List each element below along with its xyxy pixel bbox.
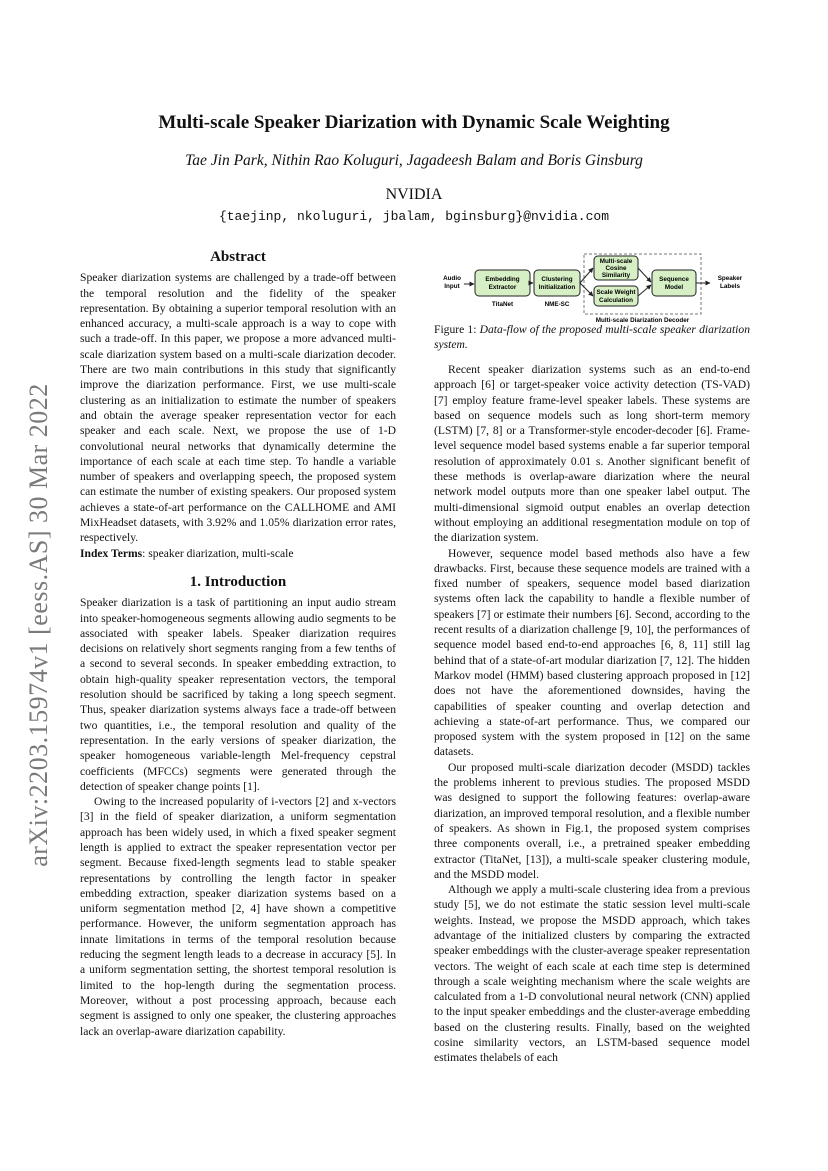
paper-title: Multi-scale Speaker Diarization with Dynamic Scale Weighting bbox=[158, 112, 670, 133]
nme-sc-label: NME-SC bbox=[544, 301, 570, 308]
affiliation: NVIDIA bbox=[385, 186, 443, 203]
sequence-model-box bbox=[652, 270, 696, 296]
figure-1-diagram bbox=[434, 252, 750, 324]
clustering-init-box bbox=[534, 270, 580, 296]
index-terms bbox=[80, 546, 396, 561]
embedding-extractor-box bbox=[475, 270, 530, 296]
figure-caption bbox=[434, 322, 750, 353]
caption-label: Figure 1: bbox=[434, 323, 477, 336]
index-terms-label: Index Terms bbox=[80, 546, 143, 560]
arxiv-stamp: arXiv:2203.15974v1 [eess.AS] 30 Mar 2022 bbox=[24, 383, 53, 867]
body-paragraph: Our proposed multi-scale diarization decoder (MSDD) tackles the problems inherent to previous studies. The proposed MSDD was designed to support the following features: overlap-aware diarization, an improved temporal resolution, and a flexible number of speakers. As shown in Fig.1, the proposed system comprises three components overall, i.e., a pretrained speaker embedding extractor (TitaNet, [13]), a multi-scale speaker clustering module, and the MSDD model. bbox=[434, 760, 750, 881]
intro-paragraph: Speaker diarization is a task of partitioning an input audio stream into speaker-homogeneous segments allowing audio segments to be associated with speaker labels. Speaker diarization requires decisions on relatively short segments ranging from a few tenths of a second to several seconds. In speaker embedding extraction, to obtain high-quality speaker representation vectors, the temporal resolution should be sacrificed by taking a long speech segment. Thus, speaker diarization systems always face a trade-off between two quantities, i.e., the temporal resolution and quality of the representation. In the early versions of speaker diarization, the speaker homogeneous variable-length Mel-frequency cepstral coefficients (MFCCs) segments were generated through the detection of speaker change points [1]. bbox=[80, 596, 396, 793]
intro-paragraph: Owing to the increased popularity of i-vectors [2] and x-vectors [3] in the field of speaker diarization, a uniform segmentation approach has been widely used, in which a fixed speaker segment length is applied to extract the speaker representation vector per segment. Because fixed-length segments lead to stable speaker representations by controlling the length factor in speaker embedding extraction, speaker diarization systems based on a uniform segmentation method [2, 4] have shown a competitive performance. However, the uniform segmentation approach has innate limitations in terms of the temporal resolution because reducing the segment length leads to a decrease in accuracy [5]. In a uniform segmentation setting, the shortest temporal resolution is limited to the hop-length during the segmentation process. Moreover, without a post processing approach, because each segment is assigned to only one speaker, the clustering approaches lack an overlap-aware diarization capability. bbox=[80, 795, 396, 1038]
sequence-model-label: Sequence Model bbox=[659, 276, 689, 291]
author-emails: {taejinp, nkoluguri, jbalam, bginsburg}@nvidia.com bbox=[218, 209, 610, 224]
abstract-text: Speaker diarization systems are challenged by a trade-off between the temporal resolution and the fidelity of the speaker representation. By obtaining a superior temporal resolution with an enhanced accuracy, a multi-scale approach is a way to cope with such a trade-off. In this paper, we propose a more advanced multi-scale diarization system based on a multi-scale diarization decoder. There are two main contributions in this study that significantly improve the diarization performance. First, we use multi-scale clustering as an initialization to estimate the number of speakers and obtain the average speaker representation vector for each speaker and each scale. Next, we propose the use of 1-D convolutional neural networks that dynamically determine the importance of each scale at each time step. To handle a variable number of speakers and overlapping speech, the proposed system can estimate the number of existing speakers. Our proposed system achieves a state-of-art performance on the CALLHOME and AMI MixHeadset datasets, with 3.92% and 1.05% diarization error rates, respectively. bbox=[80, 271, 396, 545]
embedding-extractor-label: Embedding Extractor bbox=[485, 276, 520, 291]
scale-weight-label: Scale Weight Calculation bbox=[596, 289, 636, 304]
right-column bbox=[434, 362, 750, 1066]
body-paragraph: However, sequence model based methods also have a few drawbacks. First, because these sequence models are trained with a fixed number of speakers, sequence model based diarization systems often lack the capability to handle a flexible number of speakers [7] or estimate their numbers [6]. Second, according to the recent results of a diarization challenge [9, 10], the performances of sequence model based end-to-end approaches [6, 8, 11] still lag behind that of a state-of-art modular diarization [7, 12]. The hidden Markov model (HMM) based clustering approach proposed in [12] does not have the aforementioned downsides, having the capabilities of speaker counting and overlap detection and achieving a state-of-art performance. Thus, we compared our proposed system with the system proposed in [12] on the same datasets. bbox=[434, 546, 750, 759]
decoder-label: Multi-scale Diarization Decoder bbox=[595, 317, 690, 324]
author-list: Tae Jin Park, Nithin Rao Koluguri, Jagadeesh Balam and Boris Ginsburg bbox=[185, 152, 643, 169]
body-paragraph: Although we apply a multi-scale clustering idea from a previous study [5], we do not estimate the static session level multi-scale weights. Instead, we propose the MSDD approach, which takes advantage of the initialized clusters by comparing the extracted speaker embeddings with the cluster-average speaker representation vectors. The weight of each scale at each time step is determined through a scale weighting mechanism where the scale weights are calculated from a 1-D convolutional neural network (CNN) applied to the input speaker embeddings and the cluster-average embedding based on the clustering results. Finally, based on the weighted cosine similarity vectors, an LSTM-based sequence model estimates thelabels of each bbox=[434, 883, 750, 1065]
index-terms-value: : speaker diarization, multi-scale bbox=[142, 546, 294, 560]
audio-input-label: Audio Input bbox=[443, 275, 461, 290]
titanet-label: TitaNet bbox=[491, 301, 514, 308]
intro-heading: 1. Introduction bbox=[189, 573, 287, 590]
left-column bbox=[80, 250, 396, 1039]
caption-text: Data-flow of the proposed multi-scale speaker diarization system. bbox=[434, 323, 750, 352]
cosine-similarity-label: Multi-scale Cosine Similarity bbox=[599, 258, 633, 279]
body-paragraph: Recent speaker diarization systems such as an end-to-end approach [6] or target-speaker voice activity detection (TS-VAD) [7] employ feature frame-level speaker labels. These systems are based on sequence models such as long short-term memory (LSTM) [7, 8] or a Transformer-style encoder-decoder [6]. Frame-level sequence model based systems enable a far superior temporal resolution of approximately 0.01 s. Another significant benefit of these methods is overlap-aware diarization where the neural network model outputs more than one speaker label output. The multi-dimensional sigmoid output enables an overlap detection without employing an additional resegmentation module on top of the diarization system. bbox=[434, 363, 750, 545]
speaker-labels-label: Speaker Labels bbox=[717, 275, 743, 290]
clustering-init-label: Clustering Initialization bbox=[538, 276, 576, 291]
abstract-heading: Abstract bbox=[210, 249, 266, 265]
